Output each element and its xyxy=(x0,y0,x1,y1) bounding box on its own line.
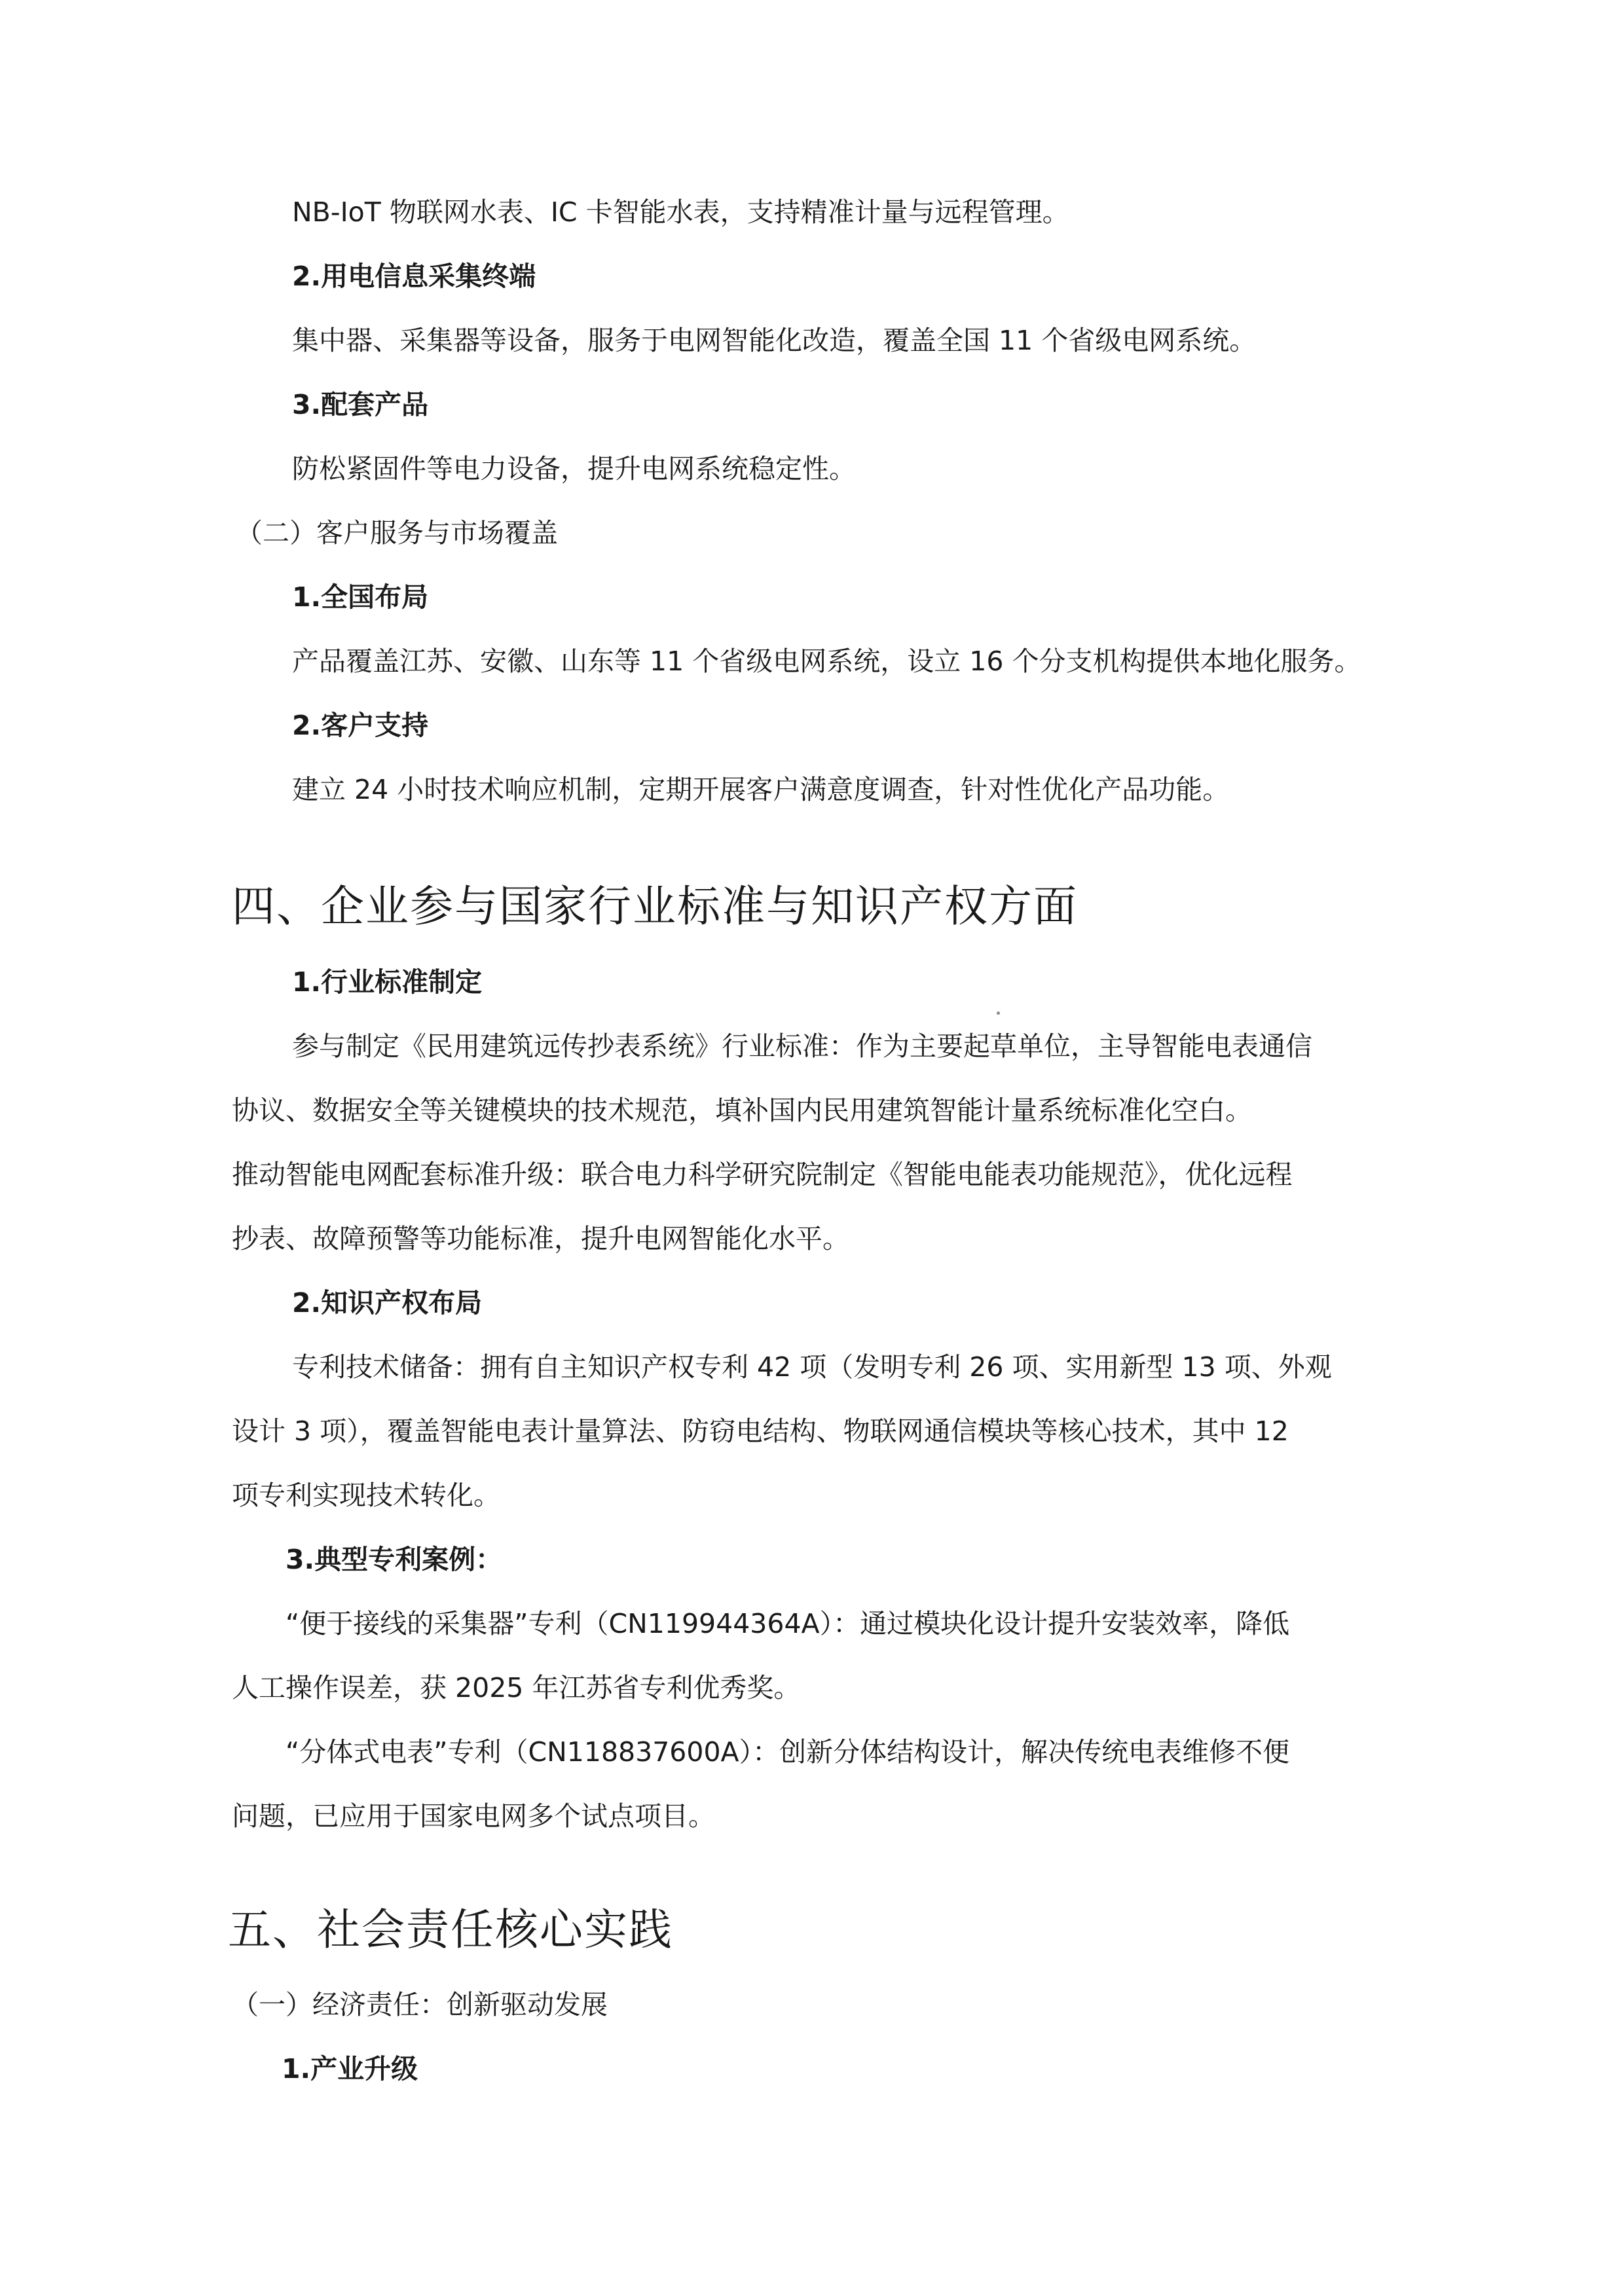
section-heading: （二）客户服务与市场覆盖 xyxy=(236,517,558,549)
section-heading: （一）经济责任：创新驱动发展 xyxy=(232,1989,608,2020)
paragraph: 集中器、采集器等设备，服务于电网智能化改造，覆盖全国 11 个省级电网系统。 xyxy=(292,325,1257,356)
paragraph: 建立 24 小时技术响应机制，定期开展客户满意度调查，针对性优化产品功能。 xyxy=(292,774,1230,805)
paragraph: 产品覆盖江苏、安徽、山东等 11 个省级电网系统，设立 16 个分支机构提供本地化服务。 xyxy=(292,646,1361,677)
paragraph: “分体式电表”专利（CN118837600A）：创新分体结构设计，解决传统电表维修不便 xyxy=(286,1736,1290,1768)
chapter-heading: 四、企业参与国家行业标准与知识产权方面 xyxy=(232,881,1078,932)
paragraph: 参与制定《民用建筑远传抄表系统》行业标准：作为主要起草单位，主导智能电表通信 xyxy=(292,1030,1312,1062)
paragraph: 人工操作误差，获 2025 年江苏省专利优秀奖。 xyxy=(232,1672,801,1704)
paragraph: 问题，已应用于国家电网多个试点项目。 xyxy=(232,1800,715,1832)
paragraph: 抄表、故障预警等功能标准，提升电网智能化水平。 xyxy=(232,1223,849,1254)
chapter-heading: 五、社会责任核心实践 xyxy=(228,1904,673,1955)
subsection-heading: 2.知识产权布局 xyxy=(292,1287,483,1319)
subsection-heading: 3.配套产品 xyxy=(292,389,429,420)
paragraph: 专利技术储备：拥有自主知识产权专利 42 项（发明专利 26 项、实用新型 13 项、外观 xyxy=(292,1351,1332,1383)
subsection-heading: 2.用电信息采集终端 xyxy=(292,261,536,292)
paragraph: 防松紧固件等电力设备，提升电网系统稳定性。 xyxy=(292,453,856,484)
paragraph: 推动智能电网配套标准升级：联合电力科学研究院制定《智能电能表功能规范》，优化远程 xyxy=(232,1159,1293,1190)
subsection-heading: 1.产业升级 xyxy=(282,2053,418,2085)
subsection-heading: 3.典型专利案例： xyxy=(286,1544,503,1575)
subsection-heading: 1.全国布局 xyxy=(292,581,429,613)
paragraph: “便于接线的采集器”专利（CN119944364A）：通过模块化设计提升安装效率，降低 xyxy=(286,1608,1290,1639)
paragraph: 项专利实现技术转化。 xyxy=(232,1480,500,1511)
scan-speck xyxy=(997,1011,1000,1015)
paragraph: 设计 3 项），覆盖智能电表计量算法、防窃电结构、物联网通信模块等核心技术，其中 12 xyxy=(232,1415,1289,1447)
paragraph: 协议、数据安全等关键模块的技术规范，填补国内民用建筑智能计量系统标准化空白。 xyxy=(232,1095,1252,1126)
paragraph: NB-IoT 物联网水表、IC 卡智能水表，支持精准计量与远程管理。 xyxy=(292,196,1069,228)
subsection-heading: 1.行业标准制定 xyxy=(292,966,483,998)
subsection-heading: 2.客户支持 xyxy=(292,710,429,741)
